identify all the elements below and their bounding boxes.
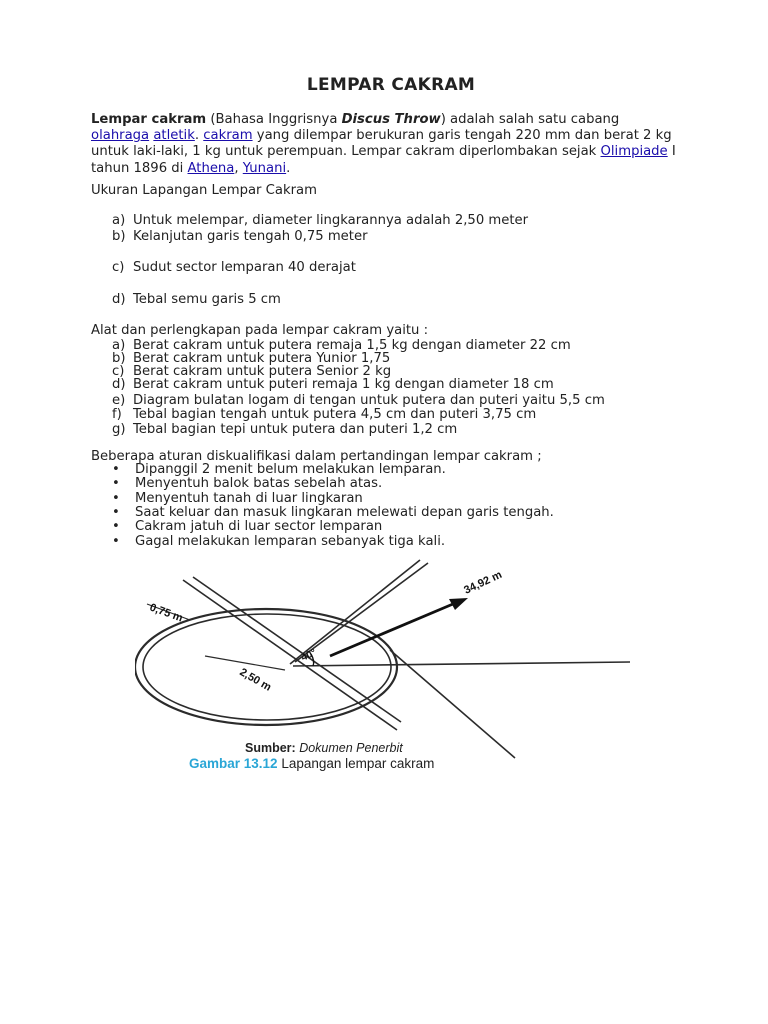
page-title: LEMPAR CAKRAM (306, 75, 476, 95)
intro-paragraph (91, 112, 681, 177)
distance-arrow-head (449, 598, 468, 610)
link-cakram[interactable]: cakram (203, 128, 253, 144)
label-075: 0,75 m (147, 601, 185, 625)
intro-term: Lempar cakram (91, 112, 207, 127)
list-item: f) Tebal bagian tengah untuk putera 4,5 cm dan puteri 3,75 cm (112, 407, 537, 422)
figure-source (245, 741, 403, 755)
figure-caption-number: Gambar 13.12 (189, 756, 278, 771)
list-item: g) Tebal bagian tepi untuk putera dan puteri 1,2 cm (112, 422, 458, 437)
link-yunani[interactable]: Yunani (242, 160, 287, 176)
list-item: d) Tebal semu garis 5 cm (112, 292, 281, 307)
figure-caption (189, 756, 434, 771)
label-angle: 40° (299, 647, 318, 664)
list-item: a) Untuk melempar, diameter lingkarannya adalah 2,50 meter (112, 213, 529, 228)
intro-text: . (194, 128, 204, 144)
intro-english-term: Discus Throw (341, 112, 441, 127)
alat-heading: Alat dan perlengkapan pada lempar cakram yaitu : (91, 323, 429, 338)
intro-text: , (234, 160, 243, 176)
center-line-1 (183, 580, 397, 730)
link-olimpiade[interactable]: Olimpiade (600, 144, 668, 160)
list-item: c) Sudut sector lemparan 40 derajat (112, 260, 356, 275)
list-item: • Saat keluar dan masuk lingkaran melewati depan garis tengah. (115, 505, 554, 521)
label-250: 2,50 m (237, 666, 274, 694)
intro-text: I tahun 1896 di (91, 144, 676, 176)
list-item: a) Berat cakram untuk putera remaja 1,5 kg dengan diameter 22 cm (112, 338, 571, 353)
intro-text: . (286, 160, 291, 176)
list-item: d) Berat cakram untuk puteri remaja 1 kg dengan diameter 18 cm (112, 377, 554, 392)
figure-caption-text: Lapangan lempar cakram (281, 756, 435, 771)
list-item: b) Berat cakram untuk putera Yunior 1,75 (112, 351, 391, 366)
distance-arrow-shaft (330, 604, 453, 656)
list-item: • Cakram jatuh di luar sector lemparan (115, 519, 382, 535)
list-item: • Gagal melakukan lemparan sebanyak tiga kali. (115, 534, 445, 550)
sector-lower-right (390, 650, 515, 758)
list-item: • Menyentuh tanah di luar lingkaran (115, 491, 363, 507)
intro-text: ) adalah salah satu cabang (440, 112, 620, 127)
diskualifikasi-heading: Beberapa aturan diskualifikasi dalam pertandingan lempar cakram ; (91, 449, 542, 464)
intro-text: yang dilempar berukuran garis tengah 220 mm dan berat 2 kg untuk laki-laki, 1 kg untuk perempuan. Lempar cakram diperlombakan sejak (91, 128, 672, 160)
intro-text: (Bahasa Inggrisnya (206, 112, 342, 127)
center-line-2 (193, 577, 401, 722)
link-olahraga[interactable]: olahraga (91, 128, 150, 144)
list-item: e) Diagram bulatan logam di tengan untuk putera dan puteri yaitu 5,5 cm (112, 393, 605, 408)
list-item: • Dipanggil 2 menit belum melakukan lemparan. (115, 462, 446, 478)
list-item: c) Berat cakram untuk putera Senior 2 kg (112, 364, 392, 379)
sector-line-lower (293, 662, 630, 666)
label-distance: 34,92 m (462, 568, 504, 597)
list-item: b) Kelanjutan garis tengah 0,75 meter (112, 229, 368, 244)
ukuran-heading: Ukuran Lapangan Lempar Cakram (91, 183, 317, 198)
figure-source-label: Sumber: (245, 741, 296, 755)
figure-source-value: Dokumen Penerbit (299, 741, 403, 755)
link-athena[interactable]: Athena (187, 160, 235, 176)
list-item: • Menyentuh balok batas sebelah atas. (115, 476, 382, 492)
link-atletik[interactable]: atletik (153, 128, 195, 144)
